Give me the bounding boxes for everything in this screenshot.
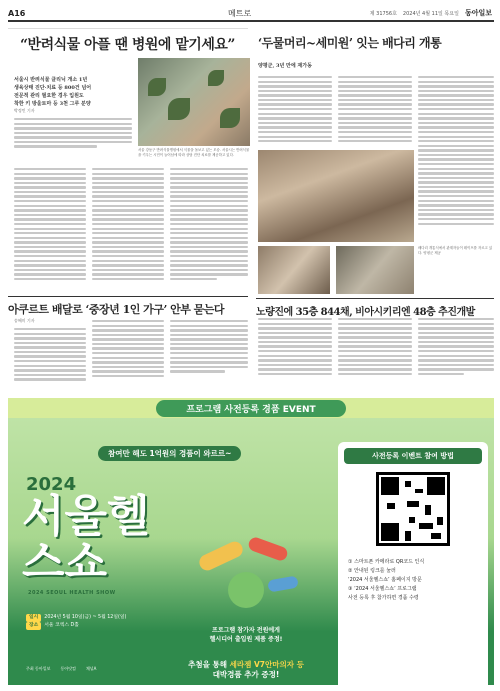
host-logo: 동아닷컴 (60, 666, 76, 671)
article2-body-col1 (14, 328, 86, 381)
article3-title: ‘두물머리~세미원’ 잇는 배다리 개통 (258, 36, 442, 50)
ad-subline: 참여만 해도 1억원의 경품이 와르르~ (98, 446, 241, 461)
article1-body-col4 (170, 168, 248, 280)
step-item: 사전 등록 후 참가하면 경품 수령 (348, 595, 419, 601)
host-logo: 채널A (85, 666, 97, 671)
ad-venue: 서울 코엑스 D홀 (44, 623, 79, 628)
article2-body-col3 (170, 320, 248, 373)
qr-module (437, 517, 443, 525)
qr-module (407, 501, 419, 507)
article4-body-col2 (338, 318, 412, 375)
step-item: ① 스마트폰 카메라로 QR코드 인식 (348, 559, 425, 565)
qr-finder (381, 523, 399, 541)
qr-finder (381, 477, 399, 495)
page-header (8, 6, 494, 22)
ad-event-panel (338, 442, 488, 685)
ad-main (8, 418, 494, 685)
issue-number: 제 31756호 (369, 10, 397, 17)
qr-module (415, 489, 423, 493)
ad-top-bar (8, 398, 494, 418)
plant-leaf (208, 70, 224, 86)
ad-period: 2024년 5월 10일(금) ~ 5월 12일(일) (44, 615, 127, 620)
newspaper-brand: 동아일보 (464, 9, 492, 17)
page-number: A16 (8, 8, 26, 18)
issue-date: 2024년 4월 11일 목요일 (402, 10, 459, 17)
host-logo: 주최 동아일보 (26, 666, 51, 671)
period-tag: 일시 (26, 614, 41, 622)
step-item: ‘2024 서울헬스쇼’ 홈페이지 방문 (348, 577, 422, 583)
venue-tag: 장소 (26, 622, 41, 630)
ad-prize-line2 (158, 660, 334, 680)
plant-leaf (220, 108, 240, 128)
article3-caption: 배다리 개통식에서 관계자들이 테이프를 자르고 있다. 양평군 제공 (418, 246, 493, 255)
article4-body-col3 (418, 318, 494, 375)
pill-icon (197, 539, 245, 573)
article4-title: 노량진에 35층 844채, 비아시키리엔 48층 추진개발 (256, 307, 475, 318)
article1-caption: 서울 강동구 반려식물병원에서 식물을 돌보고 있는 모습. 서울시는 반려식물을 키우는 시민이 늘어남에 따라 상담 진단 치료를 제공하고 있다. (138, 148, 250, 157)
step-item: ② 안내된 링크를 눌러 (348, 568, 396, 574)
ad-banner: 프로그램 사전등록 경품 EVENT (156, 400, 345, 417)
qr-finder (427, 477, 445, 495)
ad-english-title: 2024 SEOUL HEALTH SHOW (28, 590, 116, 596)
article1-lead: 서울시 반려식물 클리닉 개소 1년 생육상태 진단·치료 등 800건 넘어 전문적 관리 필요한 경우 입원도 착한 키 방울토마 등 3천 그루 분양 (14, 77, 92, 107)
article1-body-col2 (14, 168, 86, 280)
qr-module (419, 523, 433, 529)
plant-leaf (168, 98, 190, 120)
qr-module (387, 503, 395, 509)
prize-highlight: 세라젬 V7안마의자 등 (229, 660, 304, 669)
ad-title: 서울헬스쇼 (22, 491, 150, 588)
qr-module (425, 505, 431, 515)
article3-photo-small1 (258, 246, 330, 294)
article4-body-col1 (258, 318, 332, 375)
article2-body-col2 (92, 320, 164, 377)
advertisement[interactable] (8, 398, 494, 685)
ad-prize-line: 프로그램 참가자 전원에게 헬시디어 출입원 제품 증정! (209, 627, 283, 643)
article1-title: “반려식물 아플 땐 병원에 맡기세요” (20, 37, 235, 53)
article1-byline: 박정민 기자 (14, 108, 35, 113)
event-steps (348, 558, 480, 603)
article1-body-col1 (14, 118, 132, 148)
article1-photo (138, 58, 250, 146)
article3-body-col1 (258, 76, 332, 142)
section-name: 메트로 (228, 8, 252, 18)
article1-body-col3 (92, 168, 164, 280)
article2-title: 아쿠르트 배달로 ‘중장년 1인 가구’ 안부 묻는다 (8, 303, 225, 316)
article3-body-col2 (338, 76, 412, 142)
plant-leaf (148, 78, 166, 96)
pill-icon (247, 536, 289, 563)
capsule-icon (228, 572, 264, 608)
qr-module (405, 481, 411, 487)
ad-hosts (26, 666, 96, 672)
qr-module (409, 517, 415, 523)
ad-info (26, 614, 186, 630)
article2-header (8, 296, 248, 317)
article3-subtitle: 양평군, 3년 만에 재가동 (258, 63, 312, 69)
divider (8, 28, 248, 29)
qr-code[interactable] (376, 472, 450, 546)
article2-byline: 송혜미 기자 (14, 318, 35, 323)
article3-body-col3 (418, 76, 494, 225)
header-meta (370, 8, 492, 18)
step-item: ③ ‘2024 서울헬스쇼’ 프로그램 (348, 586, 417, 592)
ad-year: 2024 (26, 474, 77, 495)
pill-icon (267, 575, 299, 592)
article3-photo-small2 (336, 246, 414, 294)
article4-header (256, 298, 494, 318)
prize-text: 대박경품 추가 증정! (212, 670, 280, 679)
article3-photo-main (258, 150, 414, 242)
qr-module (405, 531, 411, 541)
panel-title: 사전등록 이벤트 참여 방법 (344, 448, 482, 464)
prize-text: 추첨을 통해 (188, 660, 230, 669)
qr-module (431, 533, 441, 539)
